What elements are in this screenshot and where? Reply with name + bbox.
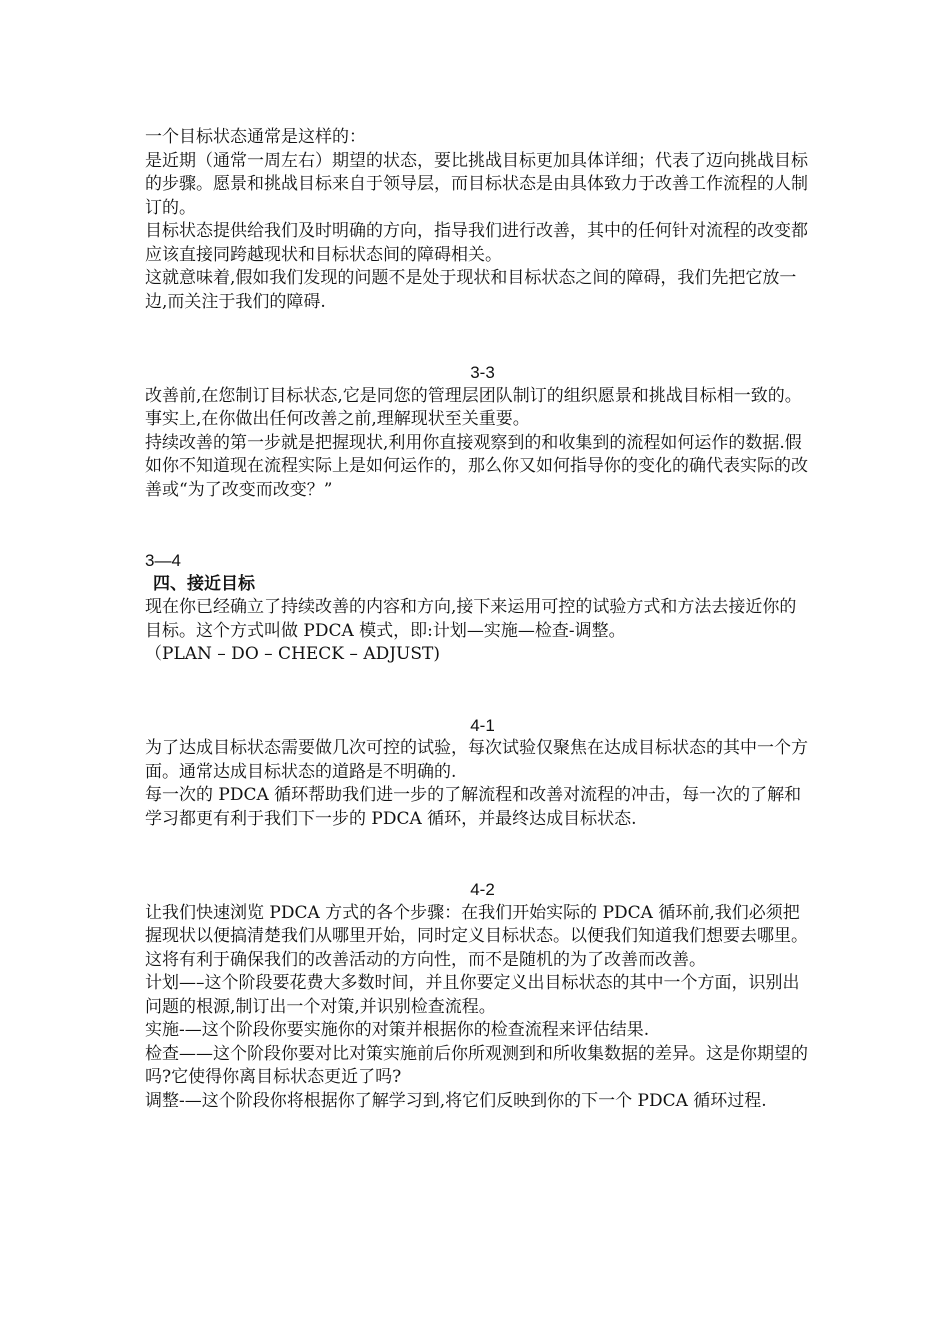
paragraph: 一个目标状态通常是这样的：: [145, 127, 366, 147]
paragraph: （PLAN – DO – CHECK – ADJUST): [145, 644, 440, 664]
paragraph: 调整-—这个阶段你将根据你了解学习到,将它们反映到你的下一个 PDCA 循环过程.: [145, 1090, 767, 1111]
paragraph: 计划—–这个阶段要花费大多数时间，并且你要定义出目标状态的其中一个方面，识别出问题的根源,制订出一个对策,并识别检查流程。: [145, 973, 800, 1017]
paragraph: 现在你已经确立了持续改善的内容和方向,接下来运用可控的试验方式和方法去接近你的目标。这个方式叫做 PDCA 模式，即:计划—实施—检查-调整。: [145, 597, 797, 641]
section-number: 4-2: [470, 880, 495, 899]
document-page: [145, 126, 810, 1113]
paragraph: 实施-—这个阶段你要实施你的对策并根据你的检查流程来评估结果.: [145, 1020, 650, 1040]
paragraph: 目标状态提供给我们及时明确的方向，指导我们进行改善，其中的任何针对流程的改变都应该直接同跨越现状和目标状态间的障碍相关。: [145, 221, 808, 265]
paragraph: 为了达成目标状态需要做几次可控的试验，每次试验仅聚焦在达成目标状态的其中一个方面。通常达成目标状态的道路是不明确的.: [145, 738, 808, 782]
paragraph: 是近期（通常一周左右）期望的状态，要比挑战目标更加具体详细；代表了迈向挑战目标的步骤。愿景和挑战目标来自于领导层，而目标状态是由具体致力于改善工作流程的人制订的。: [145, 150, 808, 218]
section-number: 3-3: [470, 363, 495, 382]
paragraph: 这将有利于确保我们的改善活动的方向性，而不是随机的为了改善而改善。: [145, 949, 706, 970]
paragraph: 检查——这个阶段你要对比对策实施前后你所观测到和所收集数据的差异。这是你期望的吗?它使得你离目标状态更近了吗?: [145, 1043, 808, 1087]
section-number: 4-1: [470, 715, 495, 735]
paragraph: 每一次的 PDCA 循环帮助我们进一步的了解流程和改善对流程的冲击，每一次的了解和学习都更有利于我们下一步的 PDCA 循环，并最终达成目标状态.: [145, 785, 802, 829]
paragraph: 持续改善的第一步就是把握现状,利用你直接观察到的和收集到的流程如何运作的数据.假如你不知道现在流程实际上是如何运作的，那么你又如何指导你的变化的确代表实际的改善或“为了改变而改变？”: [145, 432, 808, 500]
section-heading: 四、接近目标: [153, 573, 255, 594]
paragraph: 让我们快速浏览 PDCA 方式的各个步骤：在我们开始实际的 PDCA 循环前,我们必须把握现状以便搞清楚我们从哪里开始，同时定义目标状态。以便我们知道我们想要去哪里。: [145, 902, 808, 946]
paragraph: 改善前,在您制订目标状态,它是同您的管理层团队制订的组织愿景和挑战目标相一致的。事实上,在你做出任何改善之前,理解现状至关重要。: [145, 385, 802, 429]
paragraph: 这就意味着,假如我们发现的问题不是处于现状和目标状态之间的障碍，我们先把它放一边,而关注于我们的障碍.: [145, 268, 797, 312]
section-number: 3—4: [145, 551, 181, 570]
